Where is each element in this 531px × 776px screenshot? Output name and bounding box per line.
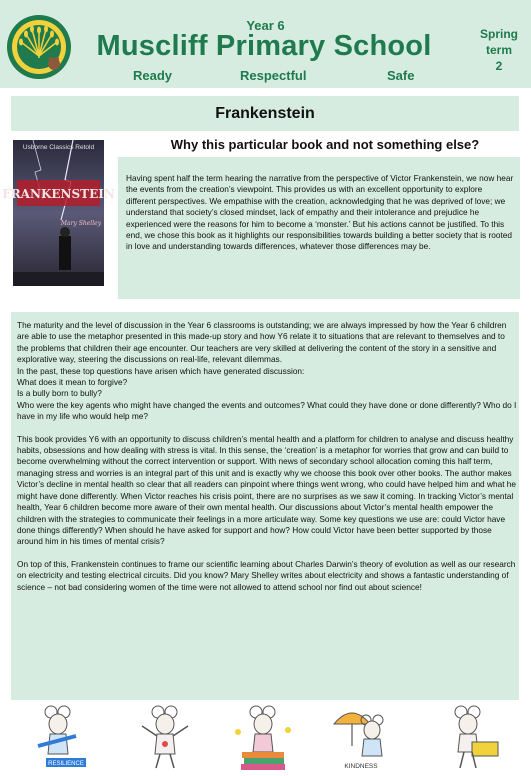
value-ready: Ready <box>133 68 173 83</box>
paragraph-mental-health: This book provides Y6 with an opportunity to discuss children’s mental health and a platform for children to analyse and discuss healthy habits, obsessions and how dealing with stress is vital. In this sense, the ‘creation’ is a metaphor for worries that grow and can build to become overwhelming without the correct intervention or support. With news of secondary school allocation coming this half term, managing stress and worries is an integral part of this unit and is exactly why we choose this book over other books. The author makes Victor’s decline in mental health so clear that all readers can pinpoint where things went wrong, who could have helped him and what he might have done differently. When Victor reaches his crisis point, there are no surprises as we saw it coming. In tracking Victor’s mental health, Year 6 children become more aware of their own mental health. Our discussions about Victor’s mental health empower the children with the strategies to communicate their feelings in a more articulate way. Some key questions we use are: could Victor have done things differently? When should he have asked for support and how? How could Victor have been better supported by those around him in his times of mental crisis? <box>17 433 517 547</box>
question-bully: Is a bully born to bully? <box>17 388 102 399</box>
main-panel <box>11 312 519 700</box>
mouse-guitar-resilience-icon <box>26 702 96 772</box>
question-forgive: What does it mean to forgive? <box>17 377 128 388</box>
header-banner <box>0 0 531 88</box>
term-label <box>470 26 528 74</box>
year-group-label: Year 6 <box>246 18 285 33</box>
mouse-umbrella-kindness-icon <box>326 702 396 772</box>
svg-text:FRANKENSTEIN: FRANKENSTEIN <box>2 187 115 201</box>
paragraph-maturity: The maturity and the level of discussion in the Year 6 classrooms is outstanding; we are always impressed by how the Year 6 children are able to use the metaphor presented in this made-up story and how Y6 relate it to situations that are relevant to themselves and to the problems that children their age encounter. Our teachers are very skilled at delivering the content of the story in a sensitive and explorative way, steering the discussions on real-life, relevant dilemmas. <box>17 320 507 365</box>
book-cover-image <box>2 140 115 286</box>
intro-panel <box>118 157 520 299</box>
intro-paragraph: Having spent half the term hearing the narrative from the perspective of Victor Frankenstein, we now hear the events from the creation’s viewpoint. This provides us with an excellent opportunity to explore different perspectives. We empathise with the creation, acknowledging that he was deprived of love; we understand that society’s closed mindset, lack of empathy and their intolerance and prejudice he experienced were the reasons for him to become a ‘monster.’ But his actions cannot be justified. To this end, we chose this book as it highlights our responsibilities towards building a better society that is rooted in love and understanding towards differences, whatever those differences may be. <box>126 173 514 252</box>
mouse-cheering-icon <box>130 702 200 772</box>
mascot-label-kindness: KINDNESS <box>344 763 378 770</box>
section-question: Why this particular book and not something else? <box>170 137 480 152</box>
paragraph-science: On top of this, Frankenstein continues to frame our scientific learning about Charles Darwin’s theory of evolution as well as our research on electricity and testing electrical circuits. Did you know? Mary Shelley writes about electricity and shows a fantastic understanding of science – not bad considering women of the time were not allowed to attend school nor find out about science! <box>17 558 516 592</box>
main-content <box>17 320 517 593</box>
mascot-label-resilience: RESILIENCE <box>48 761 84 767</box>
term-line-2: term <box>485 43 512 57</box>
past-questions-intro: In the past, these top questions have arisen which have generated discussion: <box>17 365 305 376</box>
mouse-books-icon <box>228 702 298 772</box>
svg-text:Usborne Classics Retold: Usborne Classics Retold <box>22 144 95 151</box>
term-line-1: Spring <box>480 27 518 41</box>
mouse-box-icon <box>436 702 506 772</box>
term-line-3: 2 <box>495 59 503 73</box>
topic-title: Frankenstein <box>11 96 519 131</box>
value-respectful: Respectful <box>240 68 307 83</box>
question-key-agents: Who were the key agents who might have changed the events and outcomes? What could they have done or done differently? Who do I have in my life who would help me? <box>17 399 517 422</box>
value-safe: Safe <box>387 68 415 83</box>
svg-text:Mary Shelley: Mary Shelley <box>60 220 102 227</box>
school-name: Muscliff Primary School <box>96 30 432 62</box>
